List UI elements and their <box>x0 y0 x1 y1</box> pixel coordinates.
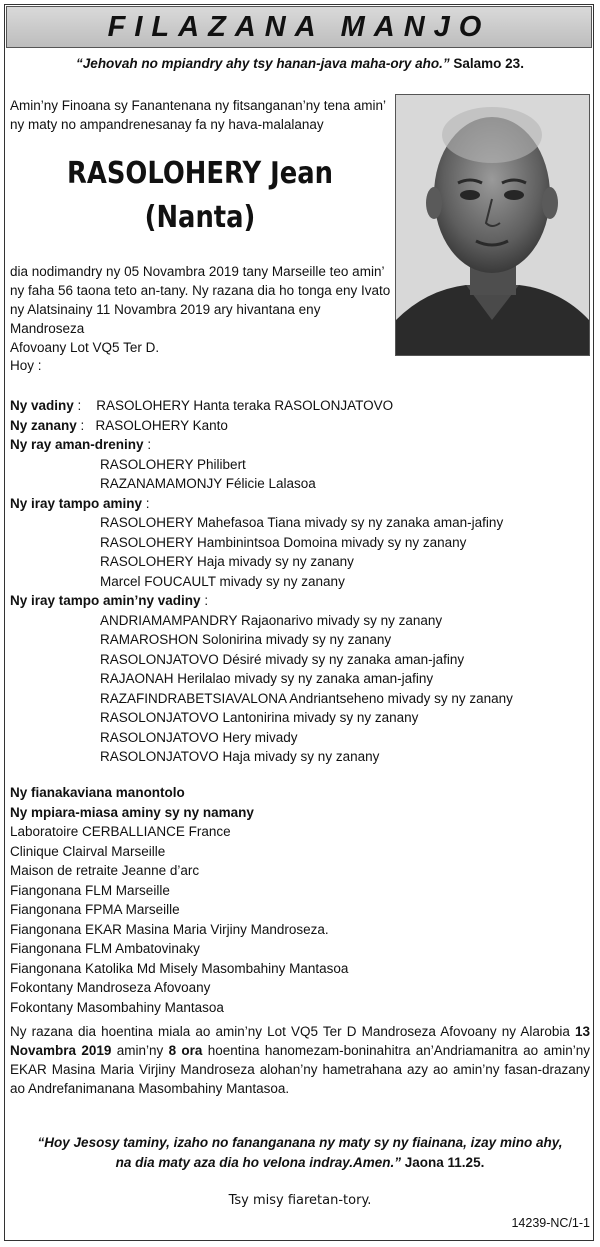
deceased-nickname: (Nanta) <box>144 200 256 235</box>
death-announcement <box>10 262 394 357</box>
verse-text: “Jehovah no mpiandry ahy tsy hanan-java maha-ory aho.” <box>76 56 450 71</box>
sibling-item: RASOLOHERY Hambinintsoa Domoina mivady sy ny zanany <box>100 534 467 550</box>
parent-item: RAZANAMAMONJY Félicie Lalasoa <box>100 476 316 491</box>
inlaws-heading <box>10 591 590 611</box>
burial-text: amin’ny <box>111 1043 169 1058</box>
reference-code: 14239-NC/1-1 <box>511 1216 590 1230</box>
death-line: ny faha 56 taona teto an-tany. Ny razana dia ho tonga eny Ivato <box>10 283 391 298</box>
inlaw-item: ANDRIAMAMPANDRY Rajaonarivo mivady sy ny zanany <box>100 612 443 628</box>
portrait-photo <box>395 94 590 356</box>
burial-time: 8 ora <box>168 1043 203 1058</box>
quote-line: na dia maty aza dia ho velona indray.Amen.” <box>115 1155 402 1170</box>
inlaw-item: RASOLONJATOVO Lantonirina mivady sy ny zanany <box>100 710 419 725</box>
thanks-heading: Ny mpiara-miasa aminy sy ny namany <box>10 804 254 820</box>
thanks-item: Maison de retraite Jeanne d’arc <box>10 863 200 878</box>
quote-ref: Jaona 11.25. <box>401 1155 485 1170</box>
closing-note: Tsy misy fiaretan-tory. <box>228 1193 372 1208</box>
spouse-label: Ny vadiny <box>10 398 74 413</box>
parents-heading <box>10 435 590 455</box>
burial-date: 13 Novambra 2019 <box>10 1024 590 1058</box>
spouse-value: RASOLOHERY Hanta teraka RASOLONJATOVO <box>96 398 394 413</box>
thanks-item: Laboratoire CERBALLIANCE France <box>10 824 231 839</box>
inlaw-item: RASOLONJATOVO Désiré mivady sy ny zanaka aman-jafiny <box>100 651 465 667</box>
spouse-sep: : <box>73 398 97 413</box>
thanks-item: Clinique Clairval Marseille <box>10 843 166 859</box>
intro-line: Amin’ny Finoana sy Fanantenana ny fitsanganan’ny tena amin’ <box>10 98 386 113</box>
thanks-item: Fokontany Masombahiny Mantasoa <box>10 999 224 1015</box>
closing-quote <box>10 1133 590 1173</box>
family-list <box>10 396 590 767</box>
inlaw-item: RASOLONJATOVO Haja mivady sy ny zanany <box>100 749 380 764</box>
inlaw-item: RAJAONAH Herilalao mivady sy ny zanaka aman-jafiny <box>100 671 434 686</box>
spouse-row <box>10 396 590 416</box>
children-row <box>10 416 590 436</box>
children-value: RASOLOHERY Kanto <box>95 417 228 433</box>
quote-line: “Hoy Jesosy taminy, izaho no fananganana ny maty sy ny fiainana, izay mino ahy, <box>37 1135 563 1150</box>
parent-item: RASOLOHERY Philibert <box>100 456 246 472</box>
intro-text <box>10 96 390 134</box>
header-title: FILAZANA MANJO <box>107 11 491 43</box>
inlaws-sep: : <box>200 593 209 608</box>
siblings-heading <box>10 494 590 514</box>
deceased-name-block <box>37 152 364 240</box>
death-line: Afovoany Lot VQ5 Ter D. <box>10 340 160 355</box>
thanks-item: Fiangonana EKAR Masina Maria Virjiny Mandroseza. <box>10 921 329 937</box>
inlaw-item: RAZAFINDRABETSIAVALONA Andriantseheno mivady sy ny zanany <box>100 690 513 706</box>
thanks-list <box>10 783 590 1017</box>
hoy-label: Hoy : <box>10 358 42 373</box>
thanks-item: Fiangonana FPMA Marseille <box>10 902 180 917</box>
inlaws-label: Ny iray tampo amin’ny vadiny <box>10 593 201 608</box>
burial-text: Ny razana dia hoentina miala ao amin’ny Lot VQ5 Ter D Mandroseza Afovoany ny Alarobia <box>10 1024 575 1039</box>
thanks-item: Fiangonana Katolika Md Misely Masombahiny Mantasoa <box>10 960 349 976</box>
inlaw-item: RAMAROSHON Solonirina mivady sy ny zanany <box>100 632 392 647</box>
thanks-item: Fiangonana FLM Ambatovinaky <box>10 941 200 956</box>
burial-paragraph <box>10 1022 590 1098</box>
thanks-item: Fokontany Mandroseza Afovoany <box>10 980 211 995</box>
intro-line: ny maty no ampandrenesanay fa ny hava-malalanay <box>10 117 324 132</box>
death-line: dia nodimandry ny 05 Novambra 2019 tany Marseille teo amin’ <box>10 264 385 279</box>
children-label: Ny zanany <box>10 417 77 433</box>
opening-verse <box>10 56 590 71</box>
header-banner <box>6 6 592 48</box>
verse-ref: Salamo 23. <box>449 56 524 71</box>
portrait-image <box>396 95 589 355</box>
thanks-heading: Ny fianakaviana manontolo <box>10 785 185 800</box>
inlaw-item: RASOLONJATOVO Hery mivady <box>100 729 298 745</box>
deceased-name: RASOLOHERY Jean <box>66 156 334 191</box>
death-line: ny Alatsinainy 11 Novambra 2019 ary hivantana eny Mandroseza <box>10 302 321 336</box>
siblings-sep: : <box>142 495 150 511</box>
sibling-item: RASOLOHERY Haja mivady sy ny zanany <box>100 554 354 569</box>
parents-label: Ny ray aman-dreniny <box>10 437 144 452</box>
sibling-item: Marcel FOUCAULT mivady sy ny zanany <box>100 573 345 589</box>
siblings-label: Ny iray tampo aminy <box>10 495 143 511</box>
thanks-item: Fiangonana FLM Marseille <box>10 882 170 898</box>
sibling-item: RASOLOHERY Mahefasoa Tiana mivady sy ny zanaka aman-jafiny <box>100 515 504 530</box>
burial-text: hoentina hanomezam-boninahitra an’Andriamanitra ao amin’ny EKAR Masina Maria Virjiny Mandroseza alohan’ny hametrahana azy ao amin’ny fasan-drazany ao Andrefanimanana Masombahiny Mantasoa. <box>10 1043 590 1096</box>
parents-sep: : <box>143 437 152 452</box>
children-sep: : <box>76 417 96 433</box>
